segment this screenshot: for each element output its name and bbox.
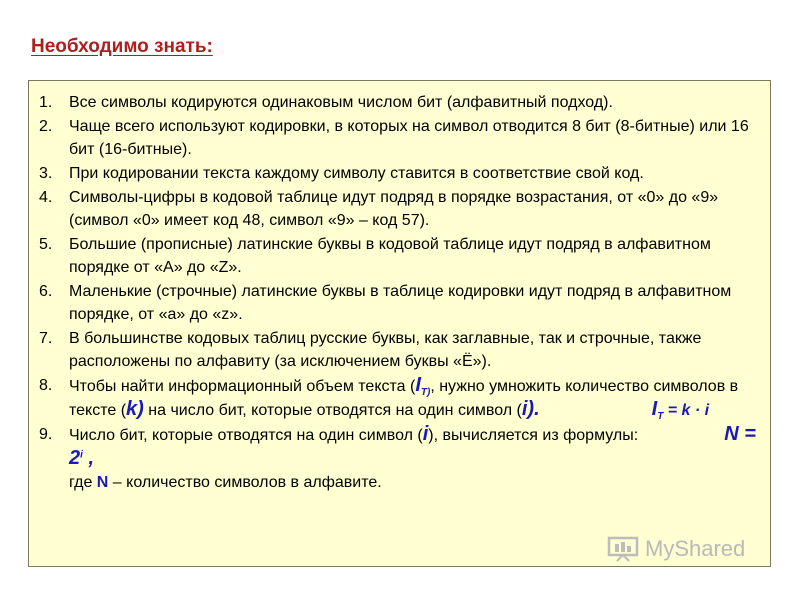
formula-volume: $I_T = k \cdot i$ [651,398,710,423]
formula-bits: $N = 2^i$ , [69,423,756,469]
content-panel [28,80,771,567]
var-i: i). [521,398,540,420]
list-item: 6. Маленькие (строчные) латинские буквы в таблице кодировки идут подряд в алфавитном порядке, от «a» до «z». [39,283,732,323]
var-N: N [96,474,109,491]
var-i: i [422,423,429,445]
list-item: 4. Символы-цифры в кодовой таблице идут подряд в порядке возрастания, от «0» до «9» (символ «0» имеет код 48, символ «9» – код 57). [39,189,719,229]
list-item: 2. Чаще всего используют кодировки, в которых на символ отводится 8 бит (8-битные) или 16 бит (16-битные). [39,118,749,158]
list-item: 7. В большинстве кодовых таблиц русские буквы, как заглавные, так и строчные, также расположены по алфавиту (за исключением буквы «Ё»). [39,330,702,370]
list-item: 3. При кодировании текста каждому символу ставится в соответствие свой код. [39,165,644,182]
list-item-bits-formula: 9. Число бит, которые отводятся на один символ (i), вычисляется из формулы: $N = 2^i$ , где N – количество символов в алфавите. [39,423,756,491]
list-item-volume-formula: 8. Чтобы найти информационный объем текста ($I_{T)}$, нужно умножить количество символов в тексте (k) на число бит, которые отводятся на один символ (i). $I_T = k \cdot i$ [39,374,739,423]
list-item: 5. Большие (прописные) латинские буквы в кодовой таблице идут подряд в алфавитном порядке от «A» до «Z». [39,236,711,276]
presentation-board-icon [607,536,639,562]
watermark-text: MyShared [645,536,746,561]
page-heading: Необходимо знать: [31,36,213,57]
var-k: k) [126,398,144,420]
var-I: I [415,374,421,396]
myshared-watermark [607,536,745,562]
list-item: 1. Все символы кодируются одинаковым числом бит (алфавитный подход). [39,94,613,111]
rules-list [39,91,764,495]
